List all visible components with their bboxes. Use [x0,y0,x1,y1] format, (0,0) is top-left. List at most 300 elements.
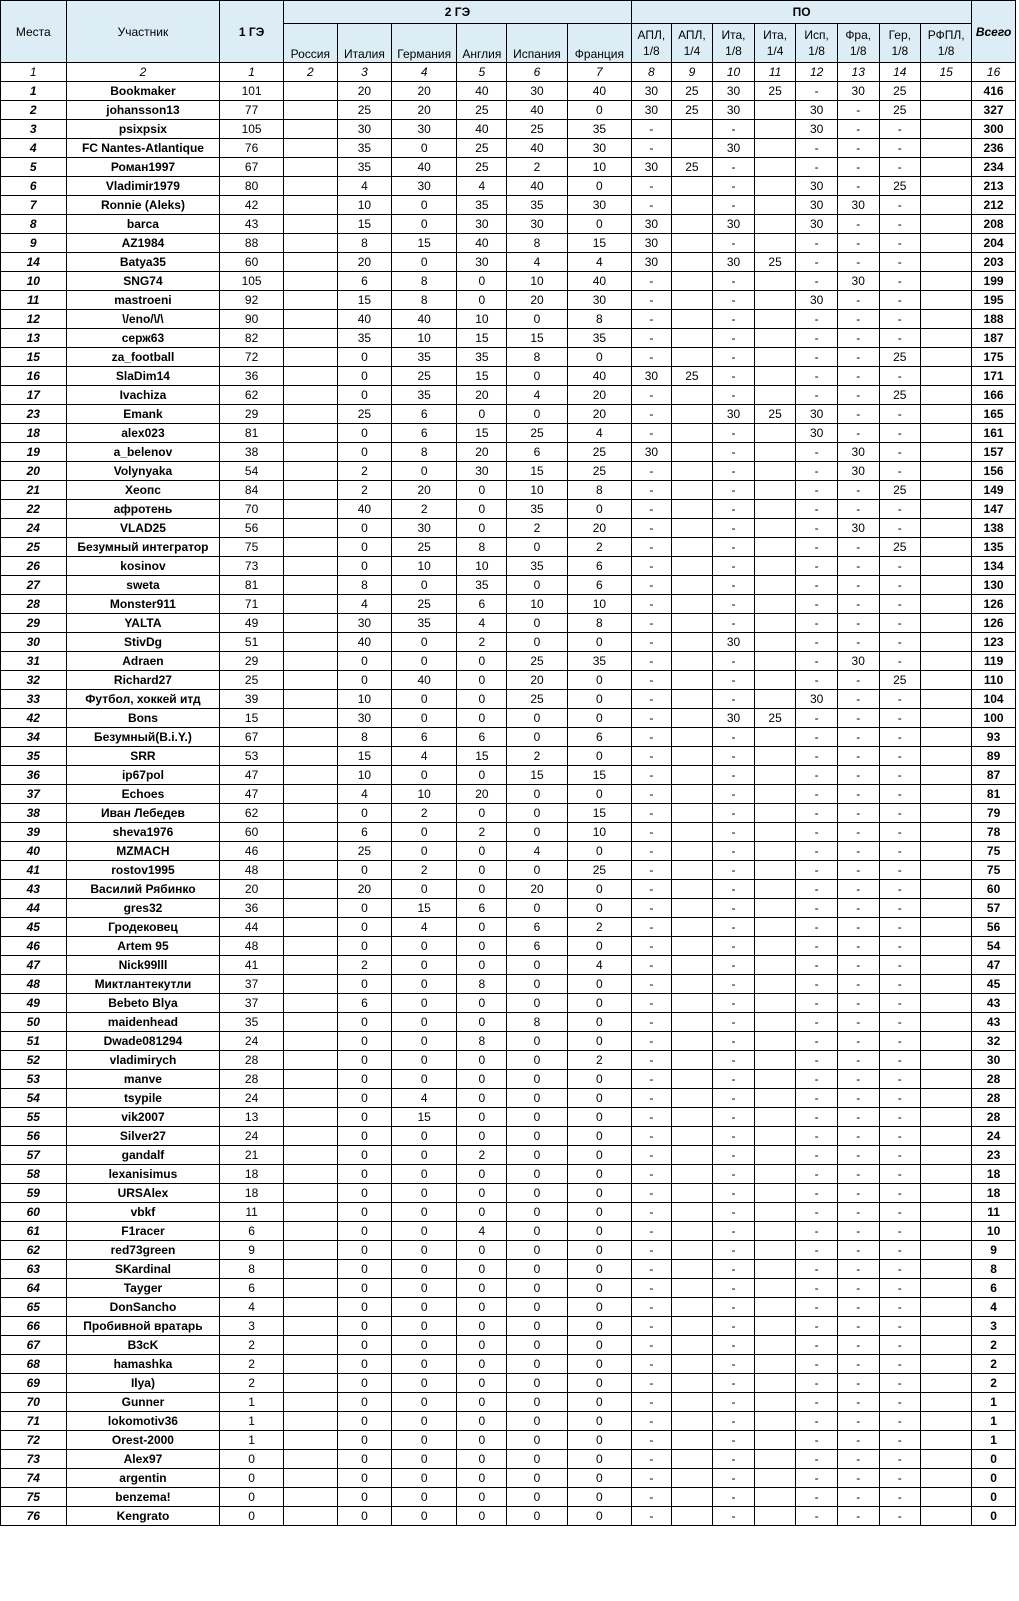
total-cell: 123 [972,633,1016,652]
place-cell: 27 [1,576,67,595]
participant-cell: red73green [66,1241,220,1260]
ge2-cell: 6 [457,728,507,747]
po-cell: - [879,1488,921,1507]
po-cell: - [632,823,672,842]
po-cell: - [796,785,838,804]
po-cell [671,576,713,595]
ge2-cell: 6 [567,576,631,595]
table-row [1,1279,1016,1298]
ge1-cell: 54 [220,462,283,481]
po-cell: - [713,1412,755,1431]
ge2-cell [283,1032,337,1051]
ge2-cell [283,158,337,177]
table-row [1,1146,1016,1165]
header-po-col: РФПЛ, 1/8 [921,24,972,63]
total-cell: 195 [972,291,1016,310]
ge2-cell: 8 [337,576,391,595]
ge2-cell: 0 [391,462,457,481]
total-cell: 9 [972,1241,1016,1260]
ge2-cell: 0 [457,1336,507,1355]
ge2-cell: 0 [567,1127,631,1146]
ge2-cell: 0 [567,348,631,367]
po-cell: - [837,158,879,177]
ge2-cell: 2 [337,462,391,481]
ge2-cell [283,1469,337,1488]
column-number: 16 [972,63,1016,82]
po-cell: - [837,956,879,975]
ge2-cell [283,1507,337,1526]
table-row [1,690,1016,709]
place-cell: 46 [1,937,67,956]
total-cell: 0 [972,1488,1016,1507]
ge2-cell: 0 [457,690,507,709]
po-cell [671,804,713,823]
ge2-cell [283,367,337,386]
po-cell [921,158,972,177]
total-cell: 156 [972,462,1016,481]
po-cell: 30 [837,272,879,291]
participant-cell: URSAlex [66,1184,220,1203]
ge1-cell: 37 [220,994,283,1013]
po-cell: - [879,1374,921,1393]
ge2-cell: 0 [391,880,457,899]
ge2-cell: 0 [507,1336,567,1355]
ge2-cell [283,1260,337,1279]
ge2-cell: 6 [567,728,631,747]
po-cell [921,272,972,291]
column-number: 11 [754,63,796,82]
po-cell: - [879,291,921,310]
po-cell: - [796,1108,838,1127]
po-cell [671,1260,713,1279]
ge1-cell: 75 [220,538,283,557]
po-cell: 25 [879,177,921,196]
po-cell: - [632,1184,672,1203]
place-cell: 16 [1,367,67,386]
ge2-cell: 4 [457,177,507,196]
participant-cell: Ivachiza [66,386,220,405]
ge2-cell [283,462,337,481]
ge2-cell: 15 [507,329,567,348]
place-cell: 23 [1,405,67,424]
ge2-cell: 0 [337,348,391,367]
ge2-cell [283,1165,337,1184]
po-cell [754,348,796,367]
ge1-cell: 6 [220,1279,283,1298]
ge2-cell: 15 [457,329,507,348]
po-cell: - [837,1165,879,1184]
ge2-cell: 0 [507,861,567,880]
po-cell [754,804,796,823]
ge2-cell: 0 [507,975,567,994]
ge1-cell: 21 [220,1146,283,1165]
ge2-cell: 40 [457,120,507,139]
ge2-cell [283,519,337,538]
table-row [1,861,1016,880]
po-cell: - [796,1393,838,1412]
po-cell [921,120,972,139]
ge2-cell: 10 [507,481,567,500]
ge2-cell [283,576,337,595]
po-cell [754,1146,796,1165]
po-cell: - [796,1184,838,1203]
ge2-cell: 6 [391,424,457,443]
ge2-cell: 4 [507,842,567,861]
total-cell: 28 [972,1089,1016,1108]
header-po-col: Ита, 1/8 [713,24,755,63]
ge2-cell: 0 [391,1032,457,1051]
table-row [1,1203,1016,1222]
po-cell: - [837,1469,879,1488]
po-cell: 30 [796,177,838,196]
ge2-cell: 2 [391,804,457,823]
ge1-cell: 18 [220,1184,283,1203]
table-row [1,747,1016,766]
po-cell: 25 [671,101,713,120]
table-row [1,310,1016,329]
ge2-cell: 0 [391,1317,457,1336]
ge1-cell: 24 [220,1127,283,1146]
po-cell: - [632,842,672,861]
po-cell [671,1013,713,1032]
header-ge2-col: Англия [457,24,507,63]
ge2-cell: 0 [507,1469,567,1488]
column-number: 3 [337,63,391,82]
ge2-cell: 0 [391,1469,457,1488]
ge2-cell: 20 [507,671,567,690]
po-cell: - [632,1260,672,1279]
po-cell [754,956,796,975]
ge2-cell: 0 [391,766,457,785]
po-cell [921,443,972,462]
po-cell [671,462,713,481]
ge2-cell [283,1450,337,1469]
total-cell: 157 [972,443,1016,462]
total-cell: 175 [972,348,1016,367]
ge2-cell: 6 [457,595,507,614]
ge2-cell: 0 [567,1108,631,1127]
ge2-cell: 35 [457,576,507,595]
table-row [1,1488,1016,1507]
po-cell [921,1393,972,1412]
po-cell [671,937,713,956]
po-cell: - [796,1203,838,1222]
ge2-cell: 0 [337,1469,391,1488]
po-cell: - [796,1431,838,1450]
place-cell: 25 [1,538,67,557]
total-cell: 8 [972,1260,1016,1279]
column-number: 9 [671,63,713,82]
column-number: 8 [632,63,672,82]
ge2-cell: 0 [391,1260,457,1279]
ge2-cell: 0 [567,1279,631,1298]
total-cell: 166 [972,386,1016,405]
ge2-cell: 40 [391,158,457,177]
po-cell [921,234,972,253]
po-cell [921,196,972,215]
ge2-cell: 0 [391,975,457,994]
po-cell: 30 [632,443,672,462]
po-cell: - [837,633,879,652]
po-cell [754,842,796,861]
po-cell [754,101,796,120]
po-cell: - [879,994,921,1013]
ge2-cell [283,1203,337,1222]
po-cell [921,481,972,500]
header-place: Места [1,1,67,63]
ge1-cell: 20 [220,880,283,899]
po-cell [671,1431,713,1450]
participant-cell: FC Nantes-Atlantique [66,139,220,158]
ge1-cell: 62 [220,804,283,823]
po-cell: - [713,614,755,633]
ge2-cell: 40 [337,310,391,329]
ge2-cell: 40 [567,367,631,386]
ge2-cell: 0 [391,1222,457,1241]
total-cell: 18 [972,1184,1016,1203]
po-cell: 30 [713,101,755,120]
po-cell: - [837,975,879,994]
ge2-cell: 30 [567,139,631,158]
po-cell: - [713,690,755,709]
po-cell: - [879,1507,921,1526]
place-cell: 43 [1,880,67,899]
po-cell: - [879,918,921,937]
total-cell: 0 [972,1507,1016,1526]
po-cell [754,1013,796,1032]
ge2-cell: 0 [337,1412,391,1431]
ge1-cell: 37 [220,975,283,994]
po-cell [754,1184,796,1203]
table-row [1,253,1016,272]
po-cell: - [632,1317,672,1336]
ge2-cell: 20 [507,880,567,899]
ge2-cell: 8 [457,975,507,994]
po-cell [671,614,713,633]
ge2-cell: 0 [567,842,631,861]
po-cell: - [713,196,755,215]
total-cell: 416 [972,82,1016,101]
po-cell: - [879,652,921,671]
po-cell: - [796,139,838,158]
po-cell: - [837,766,879,785]
po-cell [921,101,972,120]
po-cell [921,367,972,386]
ge2-cell: 10 [567,158,631,177]
po-cell [671,1146,713,1165]
ge2-cell: 0 [507,1051,567,1070]
po-cell: - [837,918,879,937]
place-cell: 30 [1,633,67,652]
po-cell: - [713,1260,755,1279]
po-cell: - [796,519,838,538]
po-cell [671,1203,713,1222]
ge1-cell: 81 [220,576,283,595]
ge2-cell: 35 [567,120,631,139]
po-cell: - [796,652,838,671]
po-cell: - [632,1469,672,1488]
column-number: 10 [713,63,755,82]
ge2-cell [283,234,337,253]
ge2-cell: 0 [567,785,631,804]
po-cell [754,1336,796,1355]
ge2-cell: 0 [567,1488,631,1507]
ge1-cell: 47 [220,785,283,804]
po-cell: - [632,994,672,1013]
po-cell: - [796,443,838,462]
total-cell: 30 [972,1051,1016,1070]
po-cell: 25 [754,405,796,424]
place-cell: 65 [1,1298,67,1317]
ge2-cell: 0 [567,671,631,690]
ge2-cell: 0 [457,1431,507,1450]
ge2-cell: 0 [337,1336,391,1355]
ge2-cell: 2 [457,1146,507,1165]
ge2-cell: 20 [337,82,391,101]
po-cell: - [713,1127,755,1146]
po-cell: - [879,1013,921,1032]
po-cell: - [796,1013,838,1032]
ge2-cell: 0 [337,1355,391,1374]
ge2-cell: 25 [567,462,631,481]
ge2-cell: 0 [457,1374,507,1393]
po-cell: - [837,1507,879,1526]
po-cell: - [713,120,755,139]
participant-cell: SKardinal [66,1260,220,1279]
ge1-cell: 67 [220,158,283,177]
po-cell: - [796,1051,838,1070]
total-cell: 126 [972,614,1016,633]
total-cell: 213 [972,177,1016,196]
po-cell [671,443,713,462]
ge2-cell: 0 [337,1165,391,1184]
participant-cell: gandalf [66,1146,220,1165]
ge1-cell: 47 [220,766,283,785]
ge2-cell: 0 [457,1051,507,1070]
ge2-cell: 0 [391,842,457,861]
po-cell [754,785,796,804]
po-cell [921,728,972,747]
total-cell: 54 [972,937,1016,956]
po-cell [921,1374,972,1393]
po-cell: - [879,728,921,747]
po-cell: - [632,348,672,367]
place-cell: 8 [1,215,67,234]
ge2-cell: 0 [507,1317,567,1336]
participant-cell: Ilya) [66,1374,220,1393]
po-cell [754,1298,796,1317]
ge2-cell: 0 [567,1355,631,1374]
ge2-cell: 0 [507,1165,567,1184]
po-cell: - [713,1431,755,1450]
total-cell: 4 [972,1298,1016,1317]
po-cell [671,1165,713,1184]
po-cell [671,234,713,253]
po-cell [921,348,972,367]
ge2-cell: 0 [391,1127,457,1146]
place-cell: 29 [1,614,67,633]
ge2-cell: 6 [391,728,457,747]
po-cell: - [713,918,755,937]
po-cell: 25 [754,82,796,101]
po-cell [921,1013,972,1032]
po-cell [921,804,972,823]
po-cell: - [879,1127,921,1146]
ge2-cell: 0 [337,1032,391,1051]
po-cell: - [879,956,921,975]
po-cell [754,272,796,291]
po-cell [921,82,972,101]
po-cell [671,1298,713,1317]
table-row [1,823,1016,842]
po-cell: - [879,1469,921,1488]
ge1-cell: 24 [220,1089,283,1108]
ge2-cell: 0 [391,1070,457,1089]
ge1-cell: 92 [220,291,283,310]
ge2-cell: 10 [337,196,391,215]
po-cell: - [879,899,921,918]
ge2-cell: 20 [457,443,507,462]
table-row [1,595,1016,614]
table-row [1,348,1016,367]
po-cell: - [879,842,921,861]
po-cell [921,671,972,690]
total-cell: 6 [972,1279,1016,1298]
po-cell [754,899,796,918]
po-cell: - [713,994,755,1013]
ge2-cell: 0 [567,1222,631,1241]
place-cell: 15 [1,348,67,367]
po-cell [671,880,713,899]
ge2-cell: 0 [391,576,457,595]
po-cell: - [837,329,879,348]
ge1-cell: 81 [220,424,283,443]
ge2-cell: 0 [391,1336,457,1355]
po-cell [671,633,713,652]
table-row [1,500,1016,519]
participant-cell: Vladimir1979 [66,177,220,196]
po-cell: - [837,1374,879,1393]
ge2-cell: 0 [457,519,507,538]
po-cell [921,823,972,842]
po-cell: - [837,1184,879,1203]
ge2-cell: 0 [457,918,507,937]
po-cell [754,1488,796,1507]
ge2-cell [283,120,337,139]
ge2-cell: 25 [567,443,631,462]
ge2-cell: 15 [567,766,631,785]
ge2-cell: 0 [507,405,567,424]
ge2-cell [283,671,337,690]
po-cell [921,557,972,576]
table-row [1,975,1016,994]
po-cell: - [632,1279,672,1298]
po-cell [671,766,713,785]
po-cell: - [632,500,672,519]
po-cell: - [837,804,879,823]
place-cell: 47 [1,956,67,975]
table-row [1,329,1016,348]
po-cell [671,405,713,424]
po-cell: 25 [879,481,921,500]
po-cell: - [632,1222,672,1241]
total-cell: 119 [972,652,1016,671]
ge2-cell: 0 [337,1260,391,1279]
po-cell: - [837,785,879,804]
po-cell [754,443,796,462]
po-cell: - [796,595,838,614]
place-cell: 4 [1,139,67,158]
